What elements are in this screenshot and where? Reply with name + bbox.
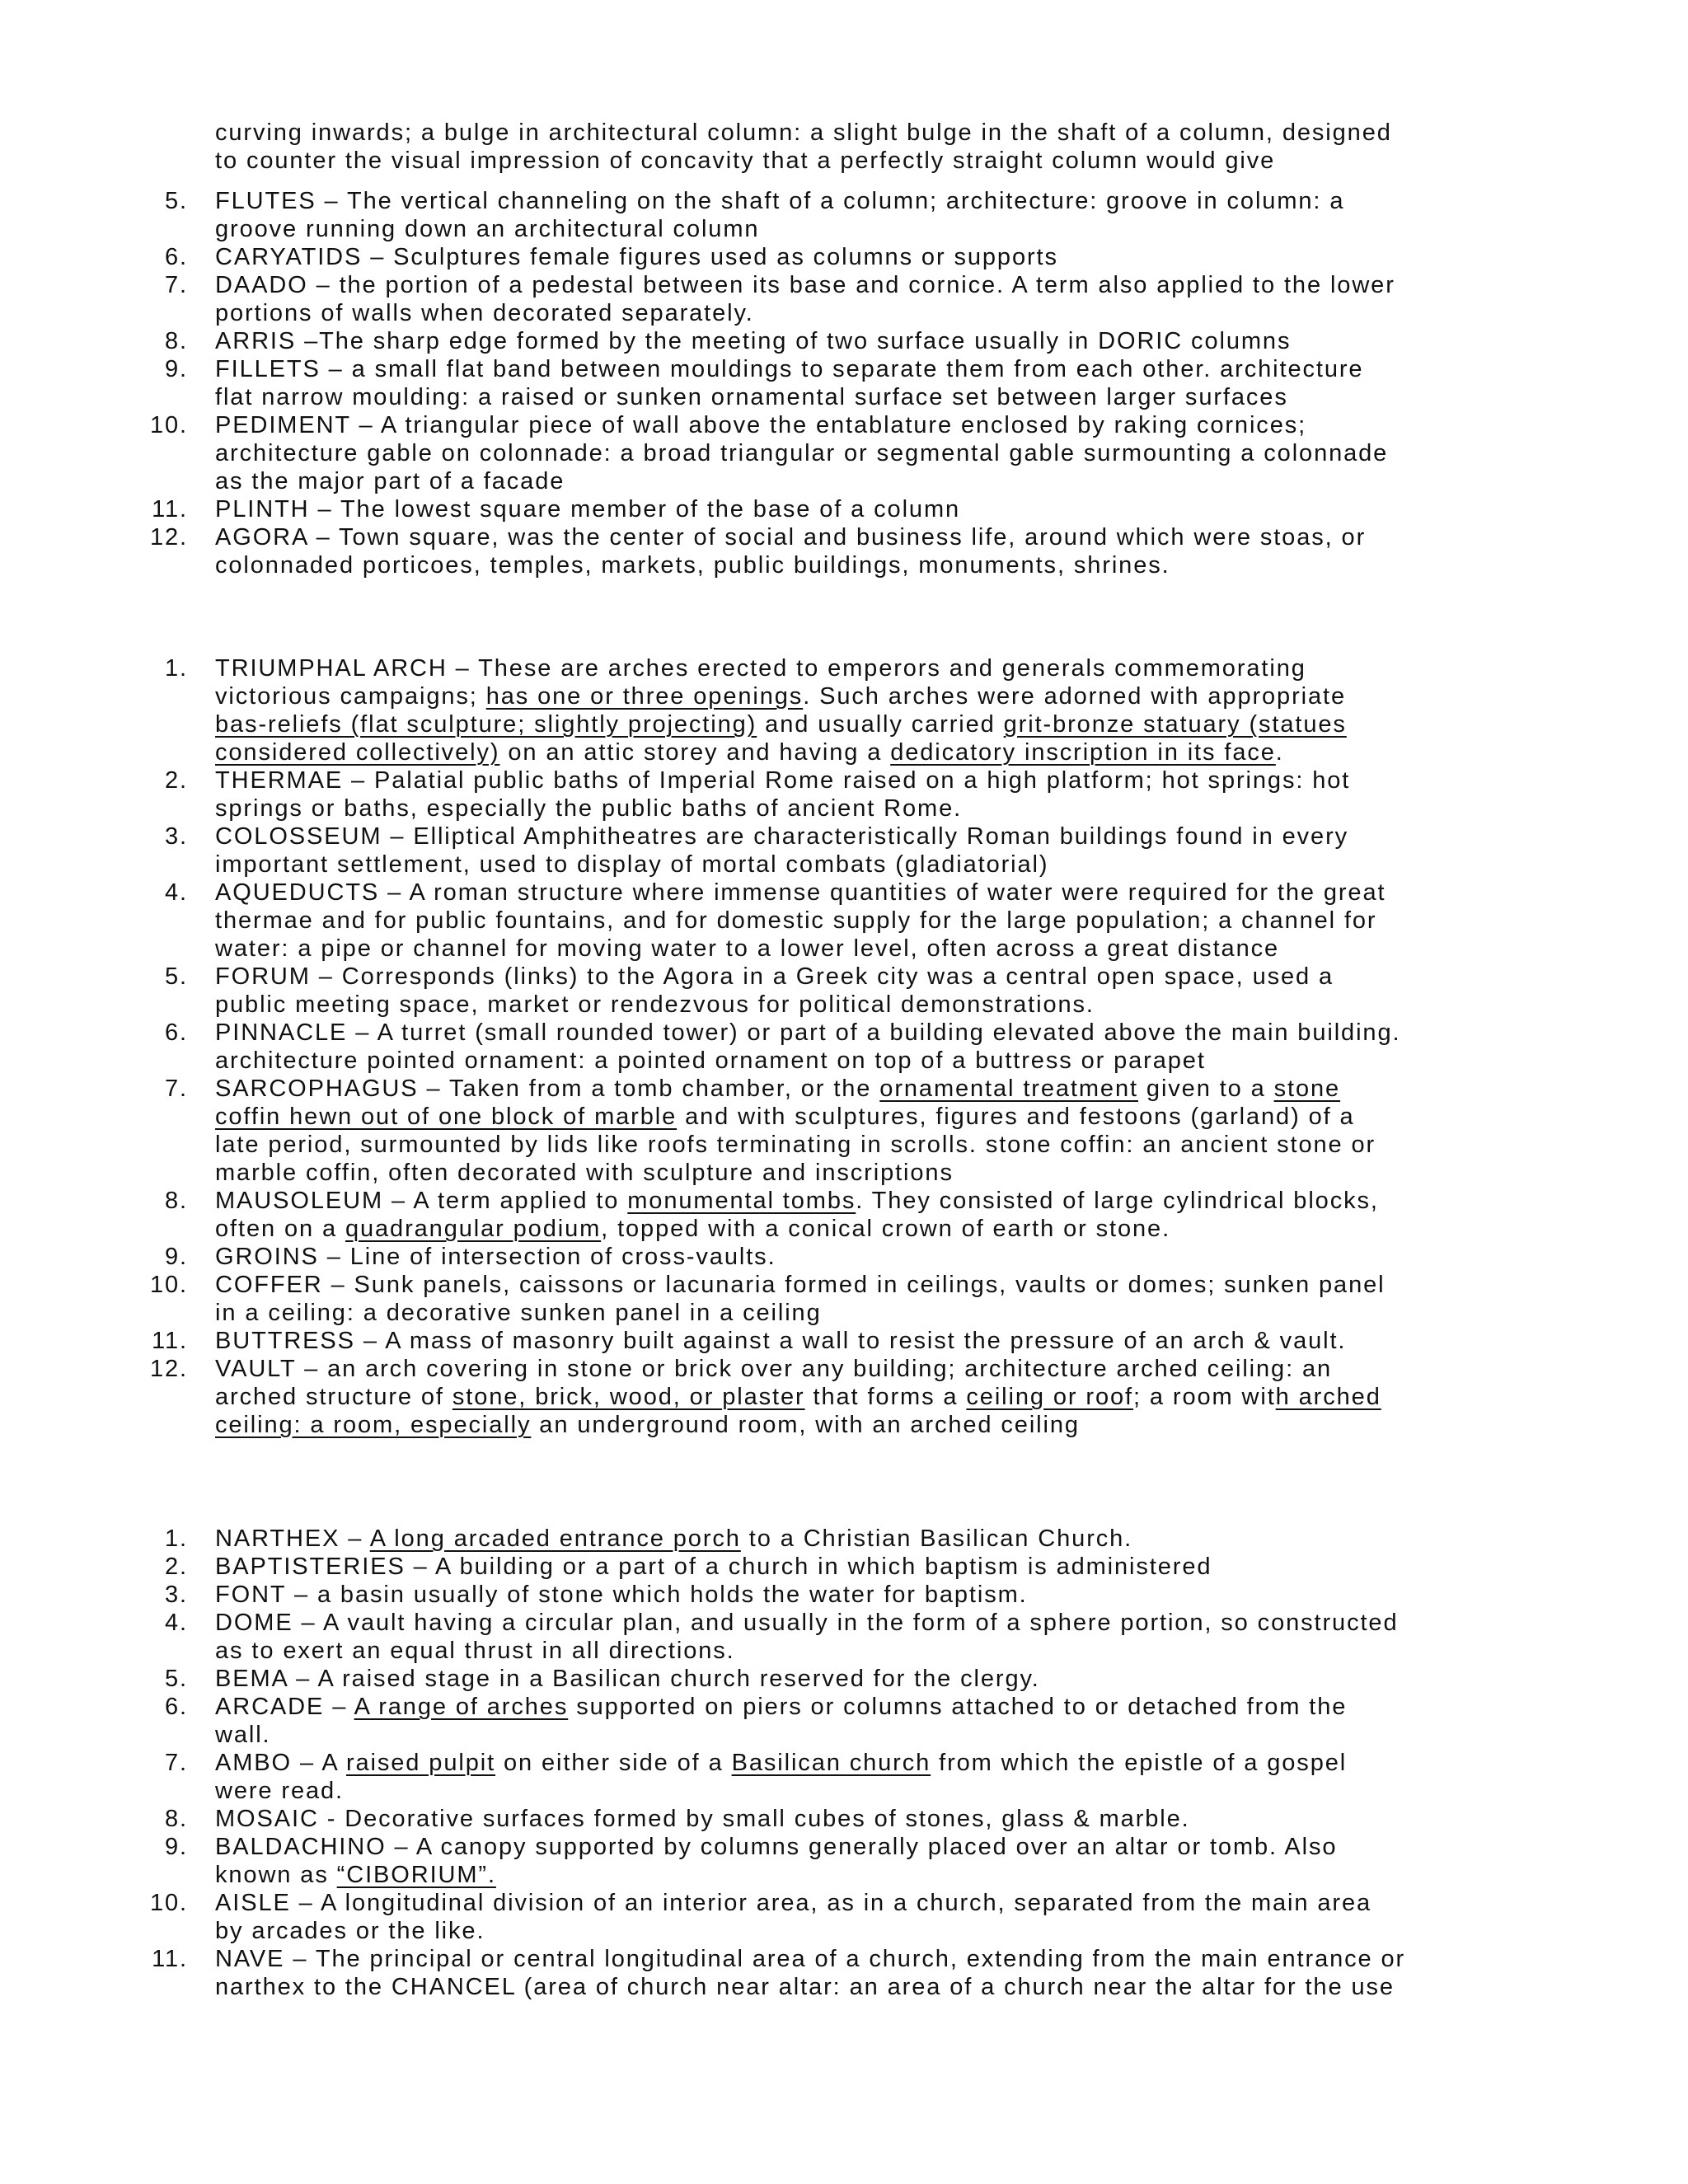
text-line [215, 1945, 1688, 1973]
text-line [215, 1525, 1688, 1553]
text-run: NAVE – The principal or central longitudinal area of a church, extending from the main entrance or [215, 1946, 1406, 1972]
item-number: 12. [149, 524, 188, 551]
text-line [215, 935, 1688, 963]
item-number: 5. [165, 188, 188, 214]
underlined-phrase: considered collectively) [215, 739, 500, 766]
text-line [215, 1299, 1688, 1327]
text-line [215, 1861, 1688, 1889]
text-run: narthex to the CHANCEL (area of church near altar: an area of a church near the altar for the use [215, 1974, 1395, 2000]
list-item [0, 963, 1688, 1019]
text-line [215, 1973, 1688, 2001]
text-line [215, 963, 1688, 991]
item-number: 8. [165, 1188, 188, 1214]
text-run: GROINS – Line of intersection of cross-vaults. [215, 1244, 776, 1270]
text-line [215, 682, 1688, 710]
text-line [215, 1693, 1688, 1721]
list-item [0, 495, 1688, 523]
underlined-phrase: bas-reliefs (flat sculpture; slightly projecting) [215, 711, 757, 738]
underlined-phrase: stone [1273, 1076, 1341, 1102]
list-item [0, 411, 1688, 495]
item-number: 12. [149, 1356, 188, 1382]
underlined-phrase: Basilican church [731, 1750, 931, 1776]
item-number: 7. [165, 272, 188, 298]
text-line [215, 1411, 1688, 1439]
text-run: to a Christian Basilican Church. [740, 1526, 1133, 1552]
text-line: colonnaded porticoes, temples, markets, public buildings, monuments, shrines. [215, 552, 1170, 579]
underlined-phrase: coffin hewn out of one block of marble [215, 1104, 678, 1130]
item-number: 10. [149, 1272, 188, 1298]
underlined-phrase: h arched [1275, 1384, 1381, 1410]
text-line [215, 1383, 1688, 1411]
item-number: 3. [165, 823, 188, 850]
item-number: 5. [165, 963, 188, 990]
underlined-phrase: ornamental treatment [879, 1076, 1138, 1102]
item-number: 3. [165, 1582, 188, 1608]
list-item [0, 355, 1688, 411]
text-run: AISLE – A longitudinal division of an interior area, as in a church, separated from the main area [215, 1890, 1372, 1916]
text-line [215, 1553, 1688, 1581]
text-run: were read. [215, 1778, 345, 1804]
text-run: thermae and for public fountains, and for domestic supply for the large population; a channel for [215, 907, 1377, 934]
list-item [0, 1749, 1688, 1805]
text-run: MOSAIC - Decorative surfaces formed by small cubes of stones, glass & marble. [215, 1806, 1190, 1832]
text-run: . They consisted of large cylindrical blocks, [856, 1188, 1379, 1214]
item-number: 9. [165, 1244, 188, 1270]
list-item [0, 1581, 1688, 1609]
underlined-phrase: stone, brick, wood, or plaster [452, 1384, 805, 1410]
text-line [215, 1327, 1688, 1355]
text-run: known as [215, 1862, 337, 1888]
text-line: DAADO – the portion of a pedestal between its base and cornice. A term also applied to the lower [215, 272, 1395, 298]
text-run: VAULT – an arch covering in stone or brick over any building; architecture arched ceiling: an [215, 1356, 1333, 1382]
text-run: and with sculptures, figures and festoons (garland) of a [677, 1104, 1355, 1130]
list-item [0, 1271, 1688, 1327]
list-item [0, 1187, 1688, 1243]
text-line [215, 1889, 1688, 1917]
roman-terms-list [0, 654, 1688, 1439]
text-line: as the major part of a facade [215, 468, 565, 494]
text-line [215, 1833, 1688, 1861]
underlined-phrase: grit-bronze statuary (statues [1003, 711, 1347, 738]
text-line [215, 1917, 1688, 1945]
text-line [215, 1609, 1688, 1637]
text-line: FLUTES – The vertical channeling on the shaft of a column; architecture: groove in column: a [215, 188, 1345, 214]
text-run: NARTHEX – [215, 1526, 370, 1552]
text-line [215, 823, 1688, 851]
text-line: portions of walls when decorated separately. [215, 300, 754, 326]
underlined-phrase: A long arcaded entrance porch [369, 1526, 741, 1552]
list-item [0, 271, 1688, 327]
text-run: an underground room, with an arched ceiling [531, 1412, 1080, 1438]
text-run: AQUEDUCTS – A roman structure where immense quantities of water were required for the great [215, 879, 1386, 906]
underlined-phrase: dedicatory inscription in its face [890, 739, 1276, 766]
item-number: 6. [165, 1019, 188, 1046]
text-run: given to a [1137, 1076, 1274, 1102]
text-run: BALDACHINO – A canopy supported by columns generally placed over an altar or tomb. Also [215, 1834, 1338, 1860]
list-item [0, 1665, 1688, 1693]
text-line [215, 1131, 1688, 1159]
underlined-phrase: raised pulpit [345, 1750, 496, 1776]
text-run: water: a pipe or channel for moving water to a lower level, often across a great distance [215, 935, 1280, 962]
text-line [215, 1637, 1688, 1665]
text-run: arched structure of [215, 1384, 452, 1410]
text-run: SARCOPHAGUS – Taken from a tomb chamber, or the [215, 1076, 880, 1102]
item-number: 11. [152, 496, 188, 523]
text-line [215, 1047, 1688, 1075]
text-line: AGORA – Town square, was the center of social and business life, around which were stoas, or [215, 524, 1367, 551]
item-number: 9. [165, 1834, 188, 1860]
text-run: on an attic storey and having a [499, 739, 891, 766]
underlined-phrase: has one or three openings [485, 683, 804, 710]
text-line: architecture gable on colonnade: a broad triangular or segmental gable surmounting a colonnade [215, 440, 1389, 466]
item-number: 8. [165, 328, 188, 354]
text-run: in a ceiling: a decorative sunken panel in a ceiling [215, 1300, 822, 1326]
text-run: . [1275, 739, 1284, 766]
item-number: 2. [165, 1554, 188, 1580]
text-run: marble coffin, often decorated with sculpture and inscriptions [215, 1160, 954, 1186]
list-item [0, 327, 1688, 355]
continued-definition [0, 119, 1688, 175]
item-number: 4. [165, 1610, 188, 1636]
item-number: 7. [165, 1076, 188, 1102]
list-item [0, 1889, 1688, 1945]
text-line [215, 1777, 1688, 1805]
item-number: 8. [165, 1806, 188, 1832]
text-run: public meeting space, market or rendezvous for political demonstrations. [215, 991, 1095, 1018]
text-line [215, 1749, 1688, 1777]
list-item [0, 654, 1688, 766]
text-line [215, 1665, 1688, 1693]
text-run: BUTTRESS – A mass of masonry built against a wall to resist the pressure of an arch & vault. [215, 1328, 1347, 1354]
list-item [0, 1609, 1688, 1665]
underlined-phrase: ceiling: a room, especially [215, 1412, 532, 1438]
list-item [0, 1553, 1688, 1581]
item-number: 9. [165, 356, 188, 382]
text-line: PEDIMENT – A triangular piece of wall above the entablature enclosed by raking cornices; [215, 412, 1307, 438]
text-line [215, 738, 1688, 766]
text-line [215, 1243, 1688, 1271]
text-run: FORUM – Corresponds (links) to the Agora in a Greek city was a central open space, used a [215, 963, 1334, 990]
text-line [215, 879, 1688, 907]
text-run: BEMA – A raised stage in a Basilican church reserved for the clergy. [215, 1666, 1040, 1692]
text-run: COLOSSEUM – Elliptical Amphitheatres are characteristically Roman buildings found in every [215, 823, 1349, 850]
text-line [215, 1019, 1688, 1047]
text-run: THERMAE – Palatial public baths of Imperial Rome raised on a high platform; hot springs: hot [215, 767, 1351, 794]
text-line [215, 1271, 1688, 1299]
text-run: TRIUMPHAL ARCH – These are arches erected to emperors and generals commemorating [215, 655, 1306, 682]
list-item [0, 1693, 1688, 1749]
text-run: often on a [215, 1216, 345, 1242]
underlined-phrase: “CIBORIUM”. [336, 1862, 496, 1888]
list-item [0, 1075, 1688, 1187]
item-number: 5. [165, 1666, 188, 1692]
text-run: , topped with a conical crown of earth or stone. [601, 1216, 1171, 1242]
text-line: CARYATIDS – Sculptures female figures used as columns or supports [215, 244, 1058, 270]
text-run: and usually carried [757, 711, 1004, 738]
text-line [215, 794, 1688, 823]
text-run: late period, surmounted by lids like roofs terminating in scrolls. stone coffin: an ancient stone or [215, 1132, 1376, 1158]
text-run: on either side of a [495, 1750, 732, 1776]
text-run: wall. [215, 1722, 271, 1748]
underlined-phrase: monumental tombs [627, 1188, 856, 1214]
text-line [215, 1721, 1688, 1749]
item-number: 7. [165, 1750, 188, 1776]
text-line [215, 766, 1688, 794]
list-item [0, 243, 1688, 271]
text-line [215, 710, 1688, 738]
list-item [0, 1019, 1688, 1075]
text-line [215, 1103, 1688, 1131]
text-run: . Such arches were adorned with appropriate [803, 683, 1346, 710]
text-run: ; a room wit [1133, 1384, 1276, 1410]
text-run: as to exert an equal thrust in all directions. [215, 1638, 735, 1664]
text-line [215, 1187, 1688, 1215]
list-item [0, 1525, 1688, 1553]
item-number: 4. [165, 879, 188, 906]
text-run: FONT – a basin usually of stone which holds the water for baptism. [215, 1582, 1028, 1608]
text-line [215, 991, 1688, 1019]
text-run: that forms a [804, 1384, 967, 1410]
text-run: springs or baths, especially the public baths of ancient Rome. [215, 795, 963, 822]
text-run: victorious campaigns; [215, 683, 486, 710]
text-run: from which the epistle of a gospel [931, 1750, 1348, 1776]
underlined-phrase: quadrangular podium [345, 1216, 602, 1242]
list-item [0, 1243, 1688, 1271]
list-item [0, 766, 1688, 823]
underlined-phrase: A range of arches [354, 1694, 569, 1720]
list-item [0, 1327, 1688, 1355]
text-line: flat narrow moulding: a raised or sunken ornamental surface set between larger surfaces [215, 384, 1288, 410]
text-line [215, 1355, 1688, 1383]
item-number: 11. [152, 1328, 188, 1354]
list-item [0, 823, 1688, 879]
list-item [0, 879, 1688, 963]
text-line [215, 1159, 1688, 1187]
text-line [215, 1805, 1688, 1833]
text-run: important settlement, used to display of mortal combats (gladiatorial) [215, 851, 1049, 878]
text-run: MAUSOLEUM – A term applied to [215, 1188, 628, 1214]
text-run: PINNACLE – A turret (small rounded tower) or part of a building elevated above the main building. [215, 1019, 1401, 1046]
list-item [0, 187, 1688, 243]
list-item [0, 1945, 1688, 2001]
item-number: 1. [165, 1526, 188, 1552]
list-item [0, 1355, 1688, 1439]
text-run: architecture pointed ornament: a pointed ornament on top of a buttress or parapet [215, 1047, 1206, 1074]
text-line [215, 907, 1688, 935]
text-line [215, 1581, 1688, 1609]
text-line: PLINTH – The lowest square member of the base of a column [215, 496, 961, 523]
text-run: COFFER – Sunk panels, caissons or lacunaria formed in ceilings, vaults or domes; sunken panel [215, 1272, 1386, 1298]
item-number: 10. [149, 412, 188, 438]
list-item [0, 1805, 1688, 1833]
text-line [215, 1215, 1688, 1243]
underlined-phrase: ceiling or roof [966, 1384, 1133, 1410]
item-number: 2. [165, 767, 188, 794]
text-run: by arcades or the like. [215, 1918, 485, 1944]
item-number: 6. [165, 244, 188, 270]
text-run: ARCADE – [215, 1694, 354, 1720]
text-line [215, 1075, 1688, 1103]
text-line: to counter the visual impression of concavity that a perfectly straight column would give [215, 148, 1276, 174]
text-run: DOME – A vault having a circular plan, and usually in the form of a sphere portion, so constructed [215, 1610, 1399, 1636]
text-run: BAPTISTERIES – A building or a part of a church in which baptism is administered [215, 1554, 1212, 1580]
text-line [215, 851, 1688, 879]
early-christian-terms-list [0, 1525, 1688, 2001]
text-line: FILLETS – a small flat band between mouldings to separate them from each other. architecture [215, 356, 1364, 382]
text-line: ARRIS –The sharp edge formed by the meeting of two surface usually in DORIC columns [215, 328, 1292, 354]
list-item [0, 523, 1688, 579]
item-number: 11. [152, 1946, 188, 1972]
greek-terms-list [0, 187, 1688, 579]
item-number: 6. [165, 1694, 188, 1720]
text-line: curving inwards; a bulge in architectural column: a slight bulge in the shaft of a column, designed [215, 120, 1392, 146]
text-run: supported on piers or columns attached to or detached from the [568, 1694, 1348, 1720]
text-run: AMBO – A [215, 1750, 346, 1776]
text-line [215, 654, 1688, 682]
list-item [0, 1833, 1688, 1889]
item-number: 1. [165, 655, 188, 682]
text-line: groove running down an architectural column [215, 216, 760, 242]
item-number: 10. [149, 1890, 188, 1916]
